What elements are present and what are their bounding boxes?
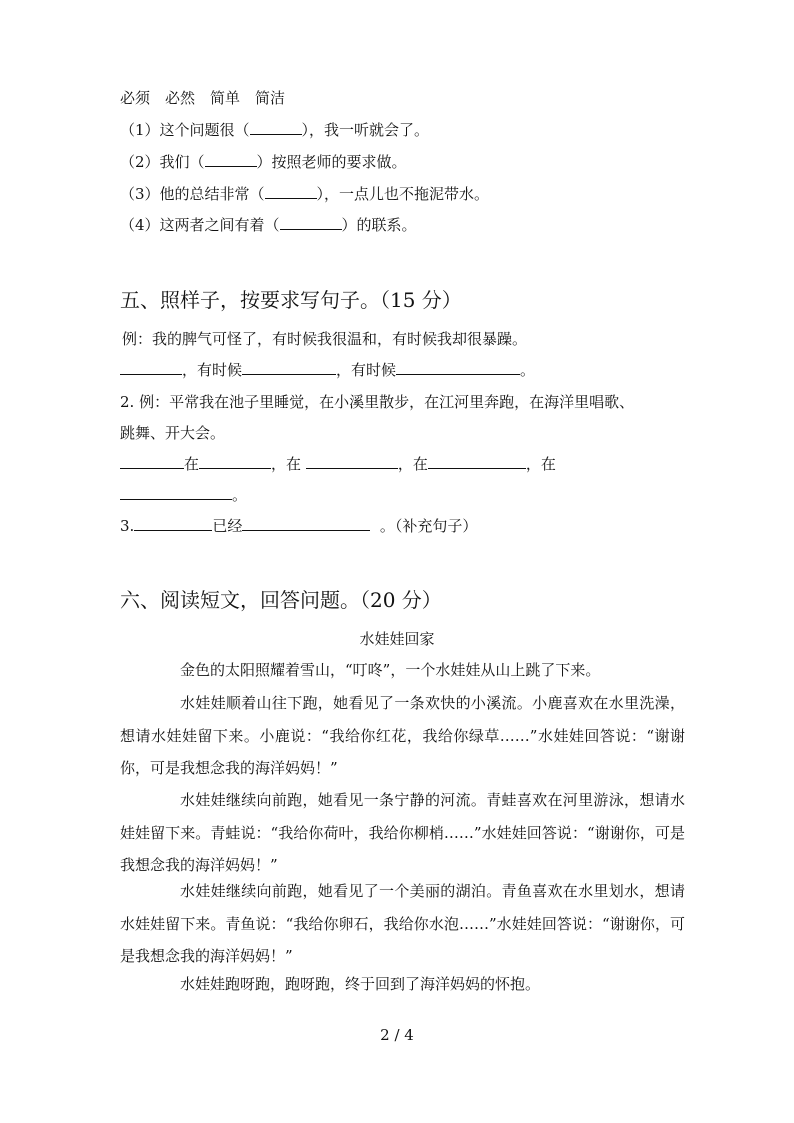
passage-paragraph-1: 金色的太阳照耀着雪山，“叮咚”，一个水娃娃从山上跳了下来。	[180, 661, 601, 679]
example-2-w2: ，在	[271, 455, 302, 473]
example-1-end: 。	[520, 361, 536, 379]
example-2-answer-cont	[120, 485, 247, 505]
section-5-heading: 五、照样子，按要求写句子。（15 分）	[120, 288, 462, 312]
page-number: 2 / 4	[380, 1026, 414, 1044]
example-3-num: 3.	[120, 517, 135, 535]
fill-item-1	[120, 120, 429, 140]
passage-title: 水娃娃回家	[359, 630, 435, 648]
example-2-line-2: 跳舞、开大会。	[120, 424, 226, 442]
answer-blank-2e[interactable]	[120, 485, 232, 500]
passage-paragraph-3: 水娃娃继续向前跑，她看见一条宁静的河流。青蛙喜欢在河里游泳，想请水娃娃留下来。青蛙说：“我给你荷叶，我给你柳梢……”水娃娃回答说：“谢谢你，可是我想念我的海洋妈妈！”	[120, 791, 685, 874]
example-2-w1: 在	[184, 455, 200, 473]
passage-paragraph-2: 水娃娃顺着山往下跑，她看见了一条欢快的小溪流。小鹿喜欢在水里洗澡，想请水娃娃留下来。小鹿说：“我给你红花，我给你绿草……”水娃娃回答说：“谢谢你，可是我想念我的海洋妈妈！”	[120, 694, 685, 777]
example-1: 例：我的脾气可怪了，有时候我很温和，有时候我却很暴躁。	[122, 330, 528, 348]
answer-blank-2d[interactable]	[428, 454, 526, 469]
example-1-answer	[120, 360, 535, 380]
passage-paragraph-5: 水娃娃跑呀跑，跑呀跑，终于回到了海洋妈妈的怀抱。	[180, 975, 541, 993]
example-2-w4: ，在	[525, 455, 556, 473]
example-3-mid: 已经	[212, 517, 243, 535]
answer-blank-1b[interactable]	[242, 360, 336, 375]
answer-blank-2b[interactable]	[199, 454, 271, 469]
example-3-tail: 。（补充句子）	[379, 517, 478, 535]
fill-item-1-post: ），我一听就会了。	[301, 121, 430, 139]
passage-paragraph-4: 水娃娃继续向前跑，她看见了一个美丽的湖泊。青鱼喜欢在水里划水，想请水娃娃留下来。青鱼说：“我给你卵石，我给你水泡……”水娃娃回答说：“谢谢你，可是我想念我的海洋妈妈！”	[120, 882, 685, 965]
answer-blank-3b[interactable]	[242, 516, 370, 531]
section-6-heading: 六、阅读短文，回答问题。（20 分）	[120, 588, 442, 612]
answer-blank-1a[interactable]	[120, 360, 182, 375]
answer-blank-2a[interactable]	[120, 454, 184, 469]
fill-item-2	[120, 152, 407, 172]
fill-blank-3[interactable]	[265, 184, 317, 199]
example-2-w3: ，在	[397, 455, 428, 473]
example-3	[120, 516, 477, 536]
fill-item-4-post: ）的联系。	[341, 216, 417, 234]
fill-blank-1[interactable]	[250, 120, 302, 135]
fill-item-3-pre: （3）他的总结非常（	[120, 185, 265, 203]
answer-blank-1c[interactable]	[396, 360, 520, 375]
example-2-answer	[120, 454, 556, 474]
example-1-sep-2: ，有时候	[336, 361, 397, 379]
example-2-end: 。	[232, 486, 248, 504]
word-bank: 必须 必然 简单 简洁	[120, 89, 286, 107]
fill-item-1-pre: （1）这个问题很（	[120, 121, 250, 139]
fill-item-4-pre: （4）这两者之间有着（	[120, 216, 280, 234]
example-2-line-1: 2. 例：平常我在池子里睡觉，在小溪里散步，在江河里奔跑，在海洋里唱歌、	[120, 393, 635, 411]
example-1-sep-1: ，有时候	[182, 361, 243, 379]
fill-blank-4[interactable]	[280, 215, 342, 230]
fill-item-4	[120, 215, 417, 235]
fill-item-2-pre: （2）我们（	[120, 153, 205, 171]
answer-blank-3a[interactable]	[134, 516, 212, 531]
fill-item-3	[120, 184, 489, 204]
fill-blank-2[interactable]	[205, 152, 257, 167]
fill-item-2-post: ）按照老师的要求做。	[256, 153, 407, 171]
answer-blank-2c[interactable]	[306, 454, 398, 469]
fill-item-3-post: ），一点儿也不拖泥带水。	[316, 185, 490, 203]
